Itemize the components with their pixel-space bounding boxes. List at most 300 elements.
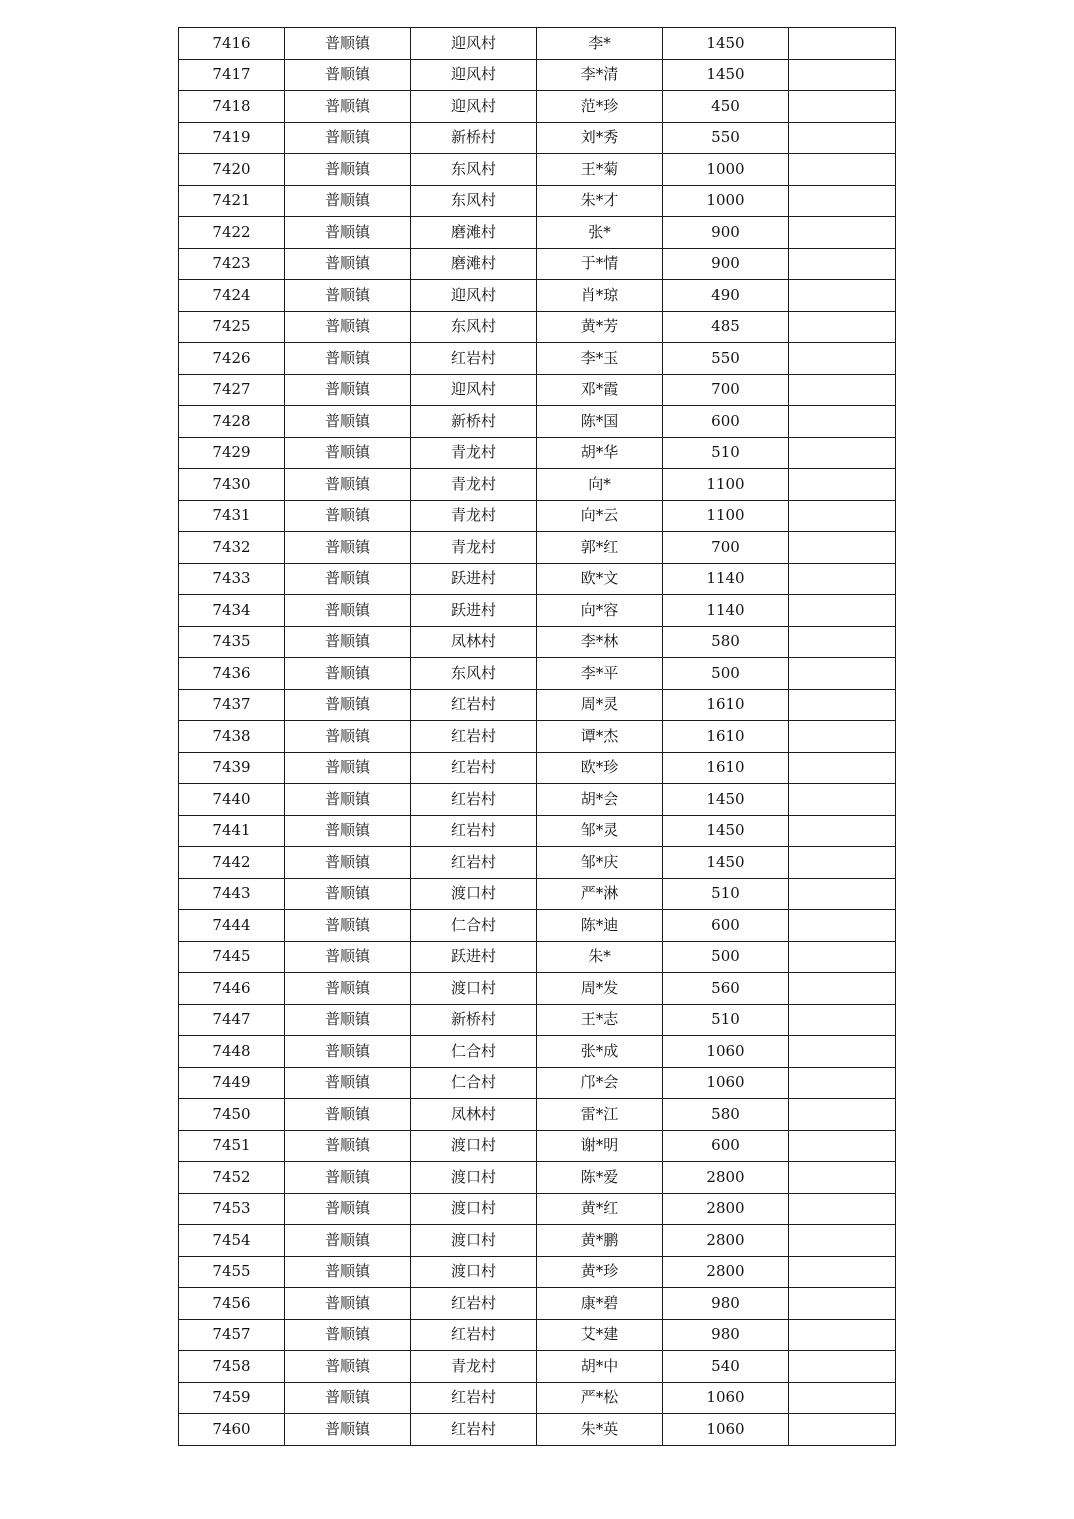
row-id-cell: 7437 — [179, 689, 285, 721]
town-cell: 普顺镇 — [285, 910, 411, 942]
table-row — [179, 658, 896, 690]
name-cell: 朱*英 — [537, 1414, 663, 1446]
name-cell: 黄*芳 — [537, 311, 663, 343]
town-cell: 普顺镇 — [285, 784, 411, 816]
town-cell: 普顺镇 — [285, 28, 411, 60]
row-id-cell: 7432 — [179, 532, 285, 564]
table-row — [179, 1193, 896, 1225]
table-row — [179, 185, 896, 217]
name-cell: 李* — [537, 28, 663, 60]
town-cell: 普顺镇 — [285, 1414, 411, 1446]
name-cell: 黄*珍 — [537, 1256, 663, 1288]
village-cell: 凤林村 — [411, 1099, 537, 1131]
amount-cell: 700 — [663, 532, 789, 564]
row-id-cell: 7419 — [179, 122, 285, 154]
table-row — [179, 406, 896, 438]
village-cell: 迎风村 — [411, 374, 537, 406]
row-id-cell: 7449 — [179, 1067, 285, 1099]
table-row — [179, 752, 896, 784]
remark-cell — [789, 122, 896, 154]
row-id-cell: 7428 — [179, 406, 285, 438]
table-row — [179, 59, 896, 91]
amount-cell: 2800 — [663, 1225, 789, 1257]
amount-cell: 900 — [663, 217, 789, 249]
table-row — [179, 784, 896, 816]
row-id-cell: 7422 — [179, 217, 285, 249]
row-id-cell: 7418 — [179, 91, 285, 123]
table-row — [179, 1319, 896, 1351]
amount-cell: 580 — [663, 626, 789, 658]
row-id-cell: 7442 — [179, 847, 285, 879]
table-row — [179, 910, 896, 942]
village-cell: 仁合村 — [411, 1036, 537, 1068]
table-row — [179, 343, 896, 375]
town-cell: 普顺镇 — [285, 595, 411, 627]
village-cell: 跃进村 — [411, 595, 537, 627]
row-id-cell: 7450 — [179, 1099, 285, 1131]
town-cell: 普顺镇 — [285, 248, 411, 280]
remark-cell — [789, 532, 896, 564]
amount-cell: 1060 — [663, 1036, 789, 1068]
amount-cell: 1000 — [663, 185, 789, 217]
village-cell: 东风村 — [411, 658, 537, 690]
table-row — [179, 217, 896, 249]
table-row — [179, 1288, 896, 1320]
village-cell: 渡口村 — [411, 878, 537, 910]
town-cell: 普顺镇 — [285, 721, 411, 753]
remark-cell — [789, 1382, 896, 1414]
amount-cell: 980 — [663, 1288, 789, 1320]
row-id-cell: 7444 — [179, 910, 285, 942]
remark-cell — [789, 973, 896, 1005]
amount-cell: 600 — [663, 406, 789, 438]
remark-cell — [789, 784, 896, 816]
village-cell: 青龙村 — [411, 500, 537, 532]
remark-cell — [789, 689, 896, 721]
remark-cell — [789, 1351, 896, 1383]
name-cell: 艾*建 — [537, 1319, 663, 1351]
table-row — [179, 847, 896, 879]
amount-cell: 900 — [663, 248, 789, 280]
row-id-cell: 7425 — [179, 311, 285, 343]
amount-cell: 500 — [663, 941, 789, 973]
name-cell: 雷*江 — [537, 1099, 663, 1131]
remark-cell — [789, 878, 896, 910]
row-id-cell: 7426 — [179, 343, 285, 375]
village-cell: 东风村 — [411, 154, 537, 186]
remark-cell — [789, 1162, 896, 1194]
row-id-cell: 7439 — [179, 752, 285, 784]
remark-cell — [789, 721, 896, 753]
amount-cell: 2800 — [663, 1162, 789, 1194]
name-cell: 邹*庆 — [537, 847, 663, 879]
town-cell: 普顺镇 — [285, 1225, 411, 1257]
town-cell: 普顺镇 — [285, 374, 411, 406]
row-id-cell: 7438 — [179, 721, 285, 753]
table-row — [179, 1351, 896, 1383]
remark-cell — [789, 1414, 896, 1446]
village-cell: 新桥村 — [411, 406, 537, 438]
table-row — [179, 1004, 896, 1036]
amount-cell: 500 — [663, 658, 789, 690]
town-cell: 普顺镇 — [285, 469, 411, 501]
town-cell: 普顺镇 — [285, 1351, 411, 1383]
row-id-cell: 7458 — [179, 1351, 285, 1383]
table-row — [179, 815, 896, 847]
table-row — [179, 532, 896, 564]
table-row — [179, 1130, 896, 1162]
name-cell: 向*云 — [537, 500, 663, 532]
name-cell: 欧*珍 — [537, 752, 663, 784]
table-row — [179, 626, 896, 658]
row-id-cell: 7436 — [179, 658, 285, 690]
remark-cell — [789, 815, 896, 847]
amount-cell: 1610 — [663, 752, 789, 784]
amount-cell: 510 — [663, 878, 789, 910]
row-id-cell: 7423 — [179, 248, 285, 280]
name-cell: 朱* — [537, 941, 663, 973]
town-cell: 普顺镇 — [285, 878, 411, 910]
town-cell: 普顺镇 — [285, 185, 411, 217]
town-cell: 普顺镇 — [285, 406, 411, 438]
amount-cell: 560 — [663, 973, 789, 1005]
town-cell: 普顺镇 — [285, 1256, 411, 1288]
remark-cell — [789, 343, 896, 375]
village-cell: 红岩村 — [411, 1414, 537, 1446]
remark-cell — [789, 1004, 896, 1036]
name-cell: 于*情 — [537, 248, 663, 280]
roster-body — [179, 28, 896, 1446]
town-cell: 普顺镇 — [285, 311, 411, 343]
village-cell: 迎风村 — [411, 28, 537, 60]
town-cell: 普顺镇 — [285, 1319, 411, 1351]
remark-cell — [789, 1225, 896, 1257]
village-cell: 仁合村 — [411, 910, 537, 942]
town-cell: 普顺镇 — [285, 563, 411, 595]
name-cell: 黄*鹏 — [537, 1225, 663, 1257]
amount-cell: 580 — [663, 1099, 789, 1131]
village-cell: 跃进村 — [411, 563, 537, 595]
row-id-cell: 7430 — [179, 469, 285, 501]
remark-cell — [789, 563, 896, 595]
table-row — [179, 689, 896, 721]
row-id-cell: 7452 — [179, 1162, 285, 1194]
row-id-cell: 7455 — [179, 1256, 285, 1288]
name-cell: 范*珍 — [537, 91, 663, 123]
town-cell: 普顺镇 — [285, 1036, 411, 1068]
name-cell: 李*林 — [537, 626, 663, 658]
village-cell: 渡口村 — [411, 1130, 537, 1162]
town-cell: 普顺镇 — [285, 1004, 411, 1036]
name-cell: 张*成 — [537, 1036, 663, 1068]
village-cell: 红岩村 — [411, 784, 537, 816]
remark-cell — [789, 280, 896, 312]
remark-cell — [789, 1319, 896, 1351]
row-id-cell: 7424 — [179, 280, 285, 312]
town-cell: 普顺镇 — [285, 1382, 411, 1414]
roster-table — [178, 27, 896, 1446]
table-row — [179, 1067, 896, 1099]
name-cell: 李*玉 — [537, 343, 663, 375]
remark-cell — [789, 59, 896, 91]
amount-cell: 2800 — [663, 1193, 789, 1225]
name-cell: 胡*华 — [537, 437, 663, 469]
remark-cell — [789, 1288, 896, 1320]
town-cell: 普顺镇 — [285, 1288, 411, 1320]
table-row — [179, 122, 896, 154]
table-row — [179, 154, 896, 186]
village-cell: 迎风村 — [411, 59, 537, 91]
village-cell: 渡口村 — [411, 1256, 537, 1288]
town-cell: 普顺镇 — [285, 154, 411, 186]
remark-cell — [789, 500, 896, 532]
village-cell: 红岩村 — [411, 752, 537, 784]
amount-cell: 1450 — [663, 847, 789, 879]
table-row — [179, 437, 896, 469]
amount-cell: 1140 — [663, 563, 789, 595]
table-row — [179, 500, 896, 532]
row-id-cell: 7427 — [179, 374, 285, 406]
remark-cell — [789, 847, 896, 879]
town-cell: 普顺镇 — [285, 59, 411, 91]
amount-cell: 600 — [663, 910, 789, 942]
table-row — [179, 469, 896, 501]
amount-cell: 1610 — [663, 721, 789, 753]
amount-cell: 550 — [663, 343, 789, 375]
remark-cell — [789, 311, 896, 343]
name-cell: 严*淋 — [537, 878, 663, 910]
table-row — [179, 1382, 896, 1414]
amount-cell: 510 — [663, 1004, 789, 1036]
remark-cell — [789, 1036, 896, 1068]
amount-cell: 1060 — [663, 1414, 789, 1446]
name-cell: 肖*琼 — [537, 280, 663, 312]
name-cell: 严*松 — [537, 1382, 663, 1414]
town-cell: 普顺镇 — [285, 280, 411, 312]
remark-cell — [789, 1099, 896, 1131]
town-cell: 普顺镇 — [285, 847, 411, 879]
amount-cell: 1100 — [663, 500, 789, 532]
row-id-cell: 7417 — [179, 59, 285, 91]
village-cell: 红岩村 — [411, 1288, 537, 1320]
name-cell: 王*志 — [537, 1004, 663, 1036]
remark-cell — [789, 91, 896, 123]
amount-cell: 1450 — [663, 59, 789, 91]
row-id-cell: 7454 — [179, 1225, 285, 1257]
amount-cell: 1450 — [663, 28, 789, 60]
amount-cell: 1060 — [663, 1067, 789, 1099]
table-row — [179, 973, 896, 1005]
name-cell: 李*清 — [537, 59, 663, 91]
village-cell: 红岩村 — [411, 1319, 537, 1351]
row-id-cell: 7448 — [179, 1036, 285, 1068]
name-cell: 向*容 — [537, 595, 663, 627]
village-cell: 磨滩村 — [411, 248, 537, 280]
row-id-cell: 7420 — [179, 154, 285, 186]
town-cell: 普顺镇 — [285, 626, 411, 658]
amount-cell: 1140 — [663, 595, 789, 627]
row-id-cell: 7460 — [179, 1414, 285, 1446]
name-cell: 周*灵 — [537, 689, 663, 721]
remark-cell — [789, 910, 896, 942]
table-row — [179, 374, 896, 406]
town-cell: 普顺镇 — [285, 1099, 411, 1131]
amount-cell: 540 — [663, 1351, 789, 1383]
remark-cell — [789, 248, 896, 280]
village-cell: 新桥村 — [411, 122, 537, 154]
row-id-cell: 7445 — [179, 941, 285, 973]
village-cell: 红岩村 — [411, 689, 537, 721]
village-cell: 跃进村 — [411, 941, 537, 973]
town-cell: 普顺镇 — [285, 437, 411, 469]
table-row — [179, 1162, 896, 1194]
village-cell: 青龙村 — [411, 1351, 537, 1383]
table-row — [179, 1256, 896, 1288]
town-cell: 普顺镇 — [285, 1193, 411, 1225]
village-cell: 仁合村 — [411, 1067, 537, 1099]
table-row — [179, 1099, 896, 1131]
table-row — [179, 941, 896, 973]
town-cell: 普顺镇 — [285, 532, 411, 564]
table-row — [179, 595, 896, 627]
table-row — [179, 1414, 896, 1446]
amount-cell: 1100 — [663, 469, 789, 501]
name-cell: 郭*红 — [537, 532, 663, 564]
table-row — [179, 280, 896, 312]
row-id-cell: 7447 — [179, 1004, 285, 1036]
remark-cell — [789, 185, 896, 217]
name-cell: 邹*灵 — [537, 815, 663, 847]
row-id-cell: 7446 — [179, 973, 285, 1005]
row-id-cell: 7459 — [179, 1382, 285, 1414]
remark-cell — [789, 658, 896, 690]
amount-cell: 1610 — [663, 689, 789, 721]
amount-cell: 485 — [663, 311, 789, 343]
table-row — [179, 311, 896, 343]
row-id-cell: 7457 — [179, 1319, 285, 1351]
town-cell: 普顺镇 — [285, 343, 411, 375]
amount-cell: 600 — [663, 1130, 789, 1162]
amount-cell: 450 — [663, 91, 789, 123]
amount-cell: 510 — [663, 437, 789, 469]
name-cell: 周*发 — [537, 973, 663, 1005]
town-cell: 普顺镇 — [285, 689, 411, 721]
remark-cell — [789, 406, 896, 438]
amount-cell: 1060 — [663, 1382, 789, 1414]
village-cell: 渡口村 — [411, 973, 537, 1005]
town-cell: 普顺镇 — [285, 815, 411, 847]
row-id-cell: 7416 — [179, 28, 285, 60]
village-cell: 迎风村 — [411, 91, 537, 123]
table-row — [179, 1225, 896, 1257]
row-id-cell: 7433 — [179, 563, 285, 595]
amount-cell: 550 — [663, 122, 789, 154]
town-cell: 普顺镇 — [285, 217, 411, 249]
name-cell: 朱*才 — [537, 185, 663, 217]
amount-cell: 2800 — [663, 1256, 789, 1288]
town-cell: 普顺镇 — [285, 752, 411, 784]
remark-cell — [789, 1256, 896, 1288]
village-cell: 渡口村 — [411, 1225, 537, 1257]
town-cell: 普顺镇 — [285, 658, 411, 690]
amount-cell: 1450 — [663, 784, 789, 816]
amount-cell: 700 — [663, 374, 789, 406]
row-id-cell: 7443 — [179, 878, 285, 910]
name-cell: 谢*明 — [537, 1130, 663, 1162]
row-id-cell: 7453 — [179, 1193, 285, 1225]
row-id-cell: 7456 — [179, 1288, 285, 1320]
village-cell: 磨滩村 — [411, 217, 537, 249]
amount-cell: 490 — [663, 280, 789, 312]
village-cell: 红岩村 — [411, 343, 537, 375]
remark-cell — [789, 1067, 896, 1099]
remark-cell — [789, 595, 896, 627]
town-cell: 普顺镇 — [285, 91, 411, 123]
village-cell: 东风村 — [411, 311, 537, 343]
name-cell: 向* — [537, 469, 663, 501]
name-cell: 陈*迪 — [537, 910, 663, 942]
village-cell: 渡口村 — [411, 1162, 537, 1194]
town-cell: 普顺镇 — [285, 973, 411, 1005]
remark-cell — [789, 1130, 896, 1162]
village-cell: 新桥村 — [411, 1004, 537, 1036]
name-cell: 陈*国 — [537, 406, 663, 438]
village-cell: 红岩村 — [411, 1382, 537, 1414]
village-cell: 青龙村 — [411, 532, 537, 564]
row-id-cell: 7429 — [179, 437, 285, 469]
village-cell: 红岩村 — [411, 815, 537, 847]
village-cell: 红岩村 — [411, 721, 537, 753]
roster-sheet — [178, 27, 895, 1446]
village-cell: 迎风村 — [411, 280, 537, 312]
remark-cell — [789, 217, 896, 249]
town-cell: 普顺镇 — [285, 500, 411, 532]
name-cell: 刘*秀 — [537, 122, 663, 154]
name-cell: 欧*文 — [537, 563, 663, 595]
amount-cell: 1000 — [663, 154, 789, 186]
table-row — [179, 91, 896, 123]
town-cell: 普顺镇 — [285, 1162, 411, 1194]
name-cell: 邓*霞 — [537, 374, 663, 406]
name-cell: 陈*爱 — [537, 1162, 663, 1194]
remark-cell — [789, 28, 896, 60]
village-cell: 渡口村 — [411, 1193, 537, 1225]
table-row — [179, 248, 896, 280]
village-cell: 红岩村 — [411, 847, 537, 879]
town-cell: 普顺镇 — [285, 1067, 411, 1099]
town-cell: 普顺镇 — [285, 1130, 411, 1162]
table-row — [179, 28, 896, 60]
amount-cell: 980 — [663, 1319, 789, 1351]
row-id-cell: 7435 — [179, 626, 285, 658]
village-cell: 凤林村 — [411, 626, 537, 658]
remark-cell — [789, 752, 896, 784]
amount-cell: 1450 — [663, 815, 789, 847]
village-cell: 东风村 — [411, 185, 537, 217]
remark-cell — [789, 469, 896, 501]
name-cell: 谭*杰 — [537, 721, 663, 753]
name-cell: 胡*中 — [537, 1351, 663, 1383]
row-id-cell: 7434 — [179, 595, 285, 627]
row-id-cell: 7441 — [179, 815, 285, 847]
name-cell: 胡*会 — [537, 784, 663, 816]
table-row — [179, 721, 896, 753]
name-cell: 黄*红 — [537, 1193, 663, 1225]
name-cell: 王*菊 — [537, 154, 663, 186]
name-cell: 邝*会 — [537, 1067, 663, 1099]
row-id-cell: 7421 — [179, 185, 285, 217]
row-id-cell: 7440 — [179, 784, 285, 816]
